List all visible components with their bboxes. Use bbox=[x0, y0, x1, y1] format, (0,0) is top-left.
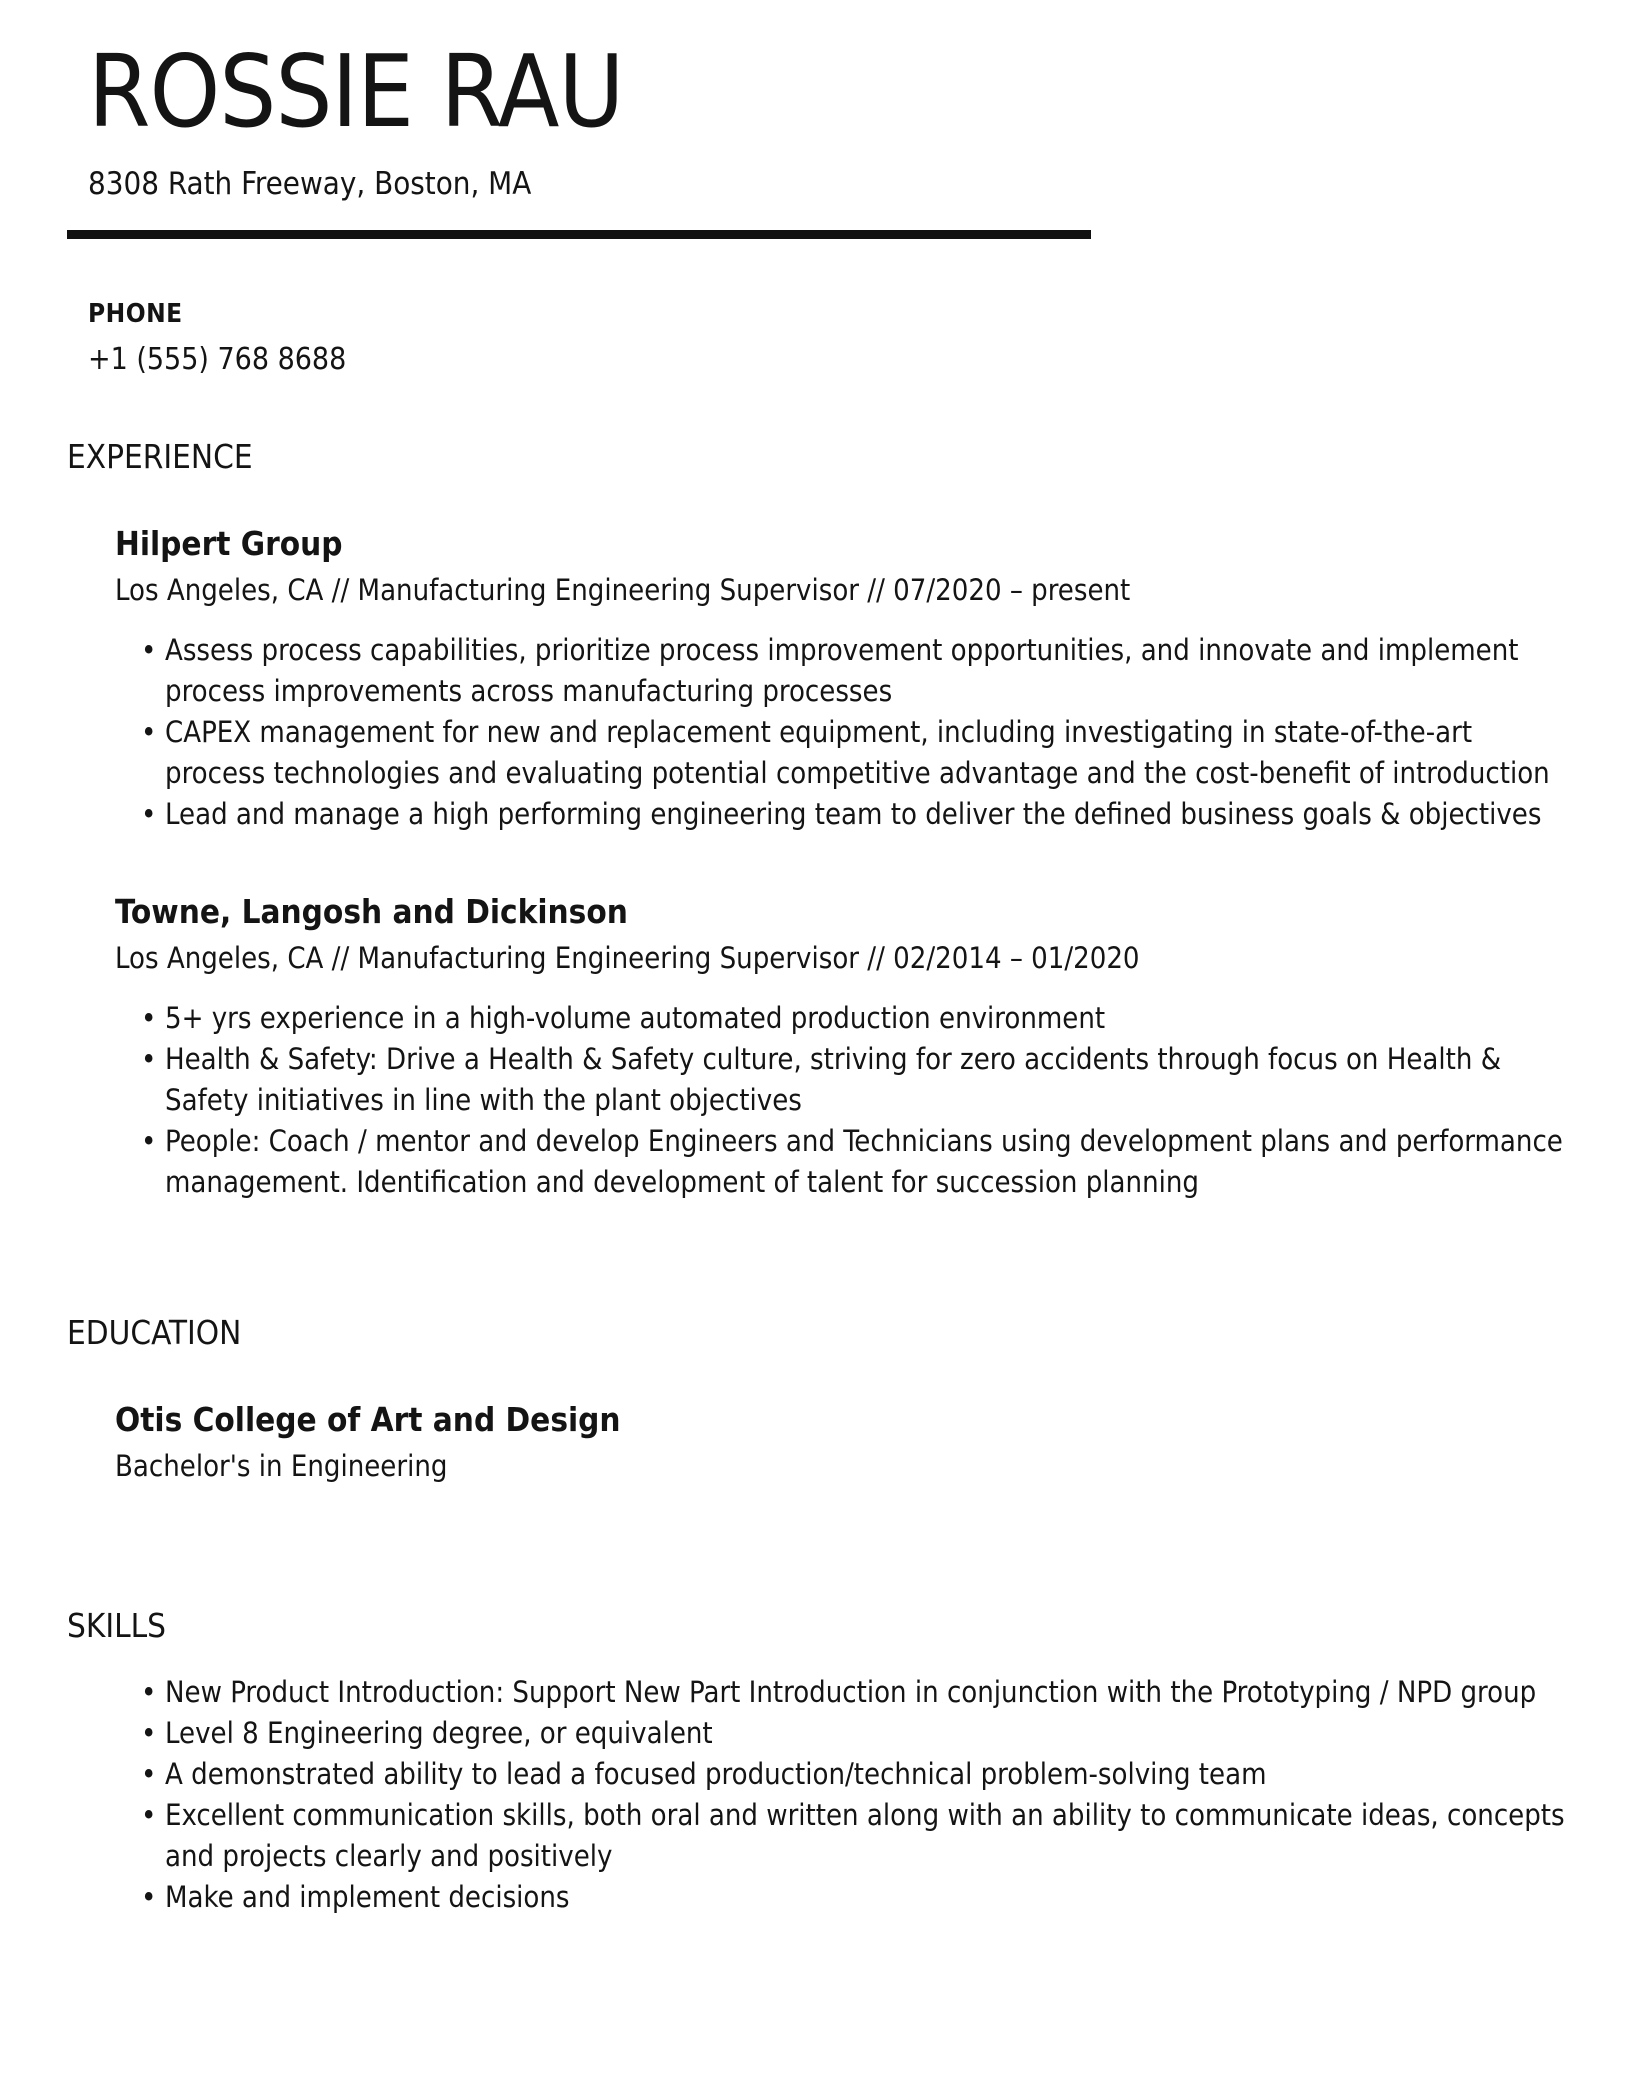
education-heading: EDUCATION bbox=[67, 1313, 242, 1352]
experience-heading: EXPERIENCE bbox=[67, 437, 253, 476]
skills-bullet-item: • Excellent communication skills, both oral and written along with an ability to communicate ideas, concepts and projects clearly and positively bbox=[67, 1795, 1565, 1877]
resume-header bbox=[67, 33, 1565, 377]
skills-bullet-list bbox=[67, 1672, 1565, 1918]
experience-bullet-item: • CAPEX management for new and replacement equipment, including investigating in state-of-the-art process technologies and evaluating potential competitive advantage and the cost-benefit of introduction bbox=[67, 712, 1565, 794]
education-entry bbox=[67, 1401, 1565, 1484]
experience-bullet-item: • Assess process capabilities, prioritize process improvement opportunities, and innovate and implement process improvements across manufacturing processes bbox=[67, 630, 1565, 712]
phone-number: +1 (555) 768 8688 bbox=[88, 342, 347, 377]
skills-section bbox=[67, 1606, 1565, 1918]
experience-bullet-item: • People: Coach / mentor and develop Engineers and Technicians using development plans and performance management. Identification and development of talent for succession planning bbox=[67, 1121, 1565, 1203]
school-name: Otis College of Art and Design bbox=[115, 1400, 621, 1439]
experience-bullet-list bbox=[67, 630, 1565, 835]
experience-bullet-item: • Health & Safety: Drive a Health & Safety culture, striving for zero accidents through focus on Health & Safety initiatives in line with the plant objectives bbox=[67, 1039, 1565, 1121]
experience-entry-towne bbox=[67, 893, 1565, 1203]
header-divider bbox=[67, 230, 1091, 239]
experience-entry-hilpert bbox=[67, 525, 1565, 835]
experience-bullet-list bbox=[67, 998, 1565, 1203]
education-section bbox=[67, 1313, 1565, 1484]
role-location-dates: Los Angeles, CA // Manufacturing Engineering Supervisor // 07/2020 – present bbox=[115, 573, 1131, 607]
role-location-dates: Los Angeles, CA // Manufacturing Engineering Supervisor // 02/2014 – 01/2020 bbox=[115, 941, 1140, 975]
skills-bullet-item: • New Product Introduction: Support New Part Introduction in conjunction with the Prototyping / NPD group bbox=[67, 1672, 1565, 1713]
person-name: ROSSIE RAU bbox=[88, 33, 624, 150]
experience-section bbox=[67, 437, 1565, 1203]
skills-bullet-item: • Level 8 Engineering degree, or equivalent bbox=[67, 1713, 1565, 1754]
skills-heading: SKILLS bbox=[67, 1606, 166, 1645]
skills-bullet-item: • A demonstrated ability to lead a focused production/technical problem-solving team bbox=[67, 1754, 1565, 1795]
degree-name: Bachelor's in Engineering bbox=[115, 1449, 448, 1483]
contact-block bbox=[88, 299, 1565, 377]
experience-bullet-item: • Lead and manage a high performing engineering team to deliver the defined business goals & objectives bbox=[67, 794, 1565, 835]
experience-bullet-item: • 5+ yrs experience in a high-volume automated production environment bbox=[67, 998, 1565, 1039]
address-line: 8308 Rath Freeway, Boston, MA bbox=[88, 166, 532, 202]
skills-bullet-item: • Make and implement decisions bbox=[67, 1877, 1565, 1918]
phone-label: PHONE bbox=[88, 299, 183, 329]
header-identity bbox=[88, 33, 1565, 202]
company-name: Towne, Langosh and Dickinson bbox=[115, 892, 628, 931]
company-name: Hilpert Group bbox=[115, 524, 343, 563]
